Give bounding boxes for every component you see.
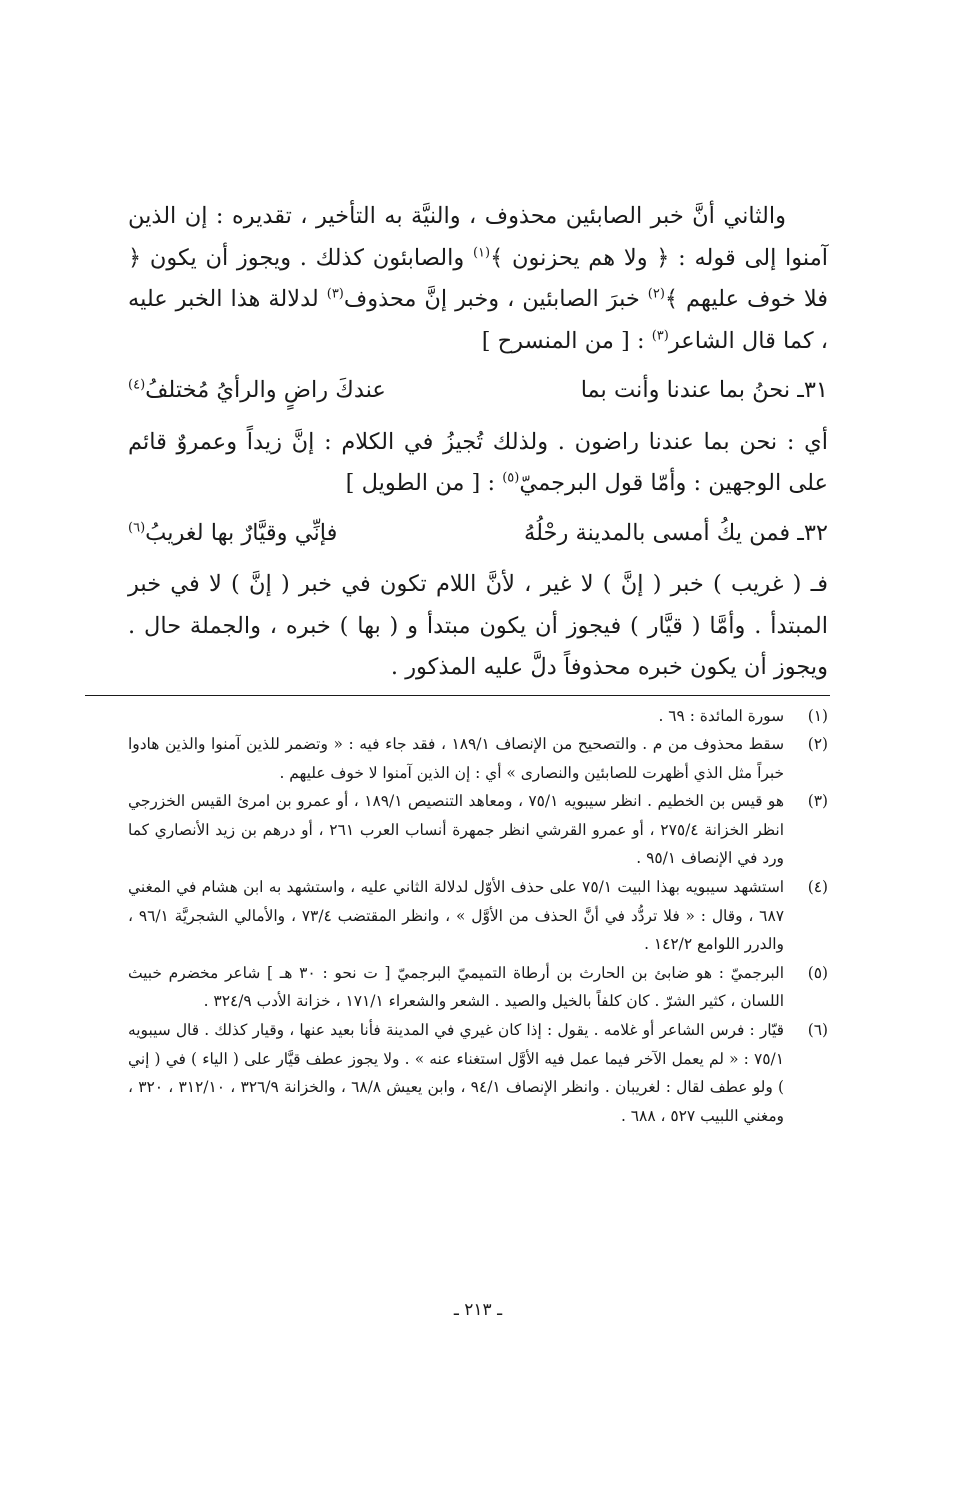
paragraph-1 bbox=[128, 196, 828, 362]
footnote-ref-6: (٦) bbox=[128, 520, 146, 535]
page-number: ـ ٢١٣ ـ bbox=[453, 1300, 503, 1320]
main-text bbox=[128, 196, 828, 689]
paragraph-1-part-a: والثاني أنَّ خبر الصابئين محذوف ، والنيَّة به التأخير ، تقديره : إن الذين آمنوا إلى قوله : ﴿ ولا هم يحزنون ﴾ bbox=[128, 203, 829, 271]
verse-32-first-hemistich: ٣٢ـ فمن يكُ أمسى بالمدينة رحْلُهُ bbox=[524, 519, 828, 546]
footnote-text: سورة المائدة : ٦٩ . bbox=[658, 706, 784, 725]
footnote-ref-4: (٤) bbox=[128, 377, 146, 393]
paragraph-3: فـ ( غريب ) خبر ( إنَّ ) لا غير ، لأنَّ اللام تكون في خبر ( إنَّ ) لا في خبر المبتدأ . وأمَّا ( قيَّار ) فيجوز أن يكون مبتدأ و ( بها ) خبره ، والجملة حال . ويجوز أن يكون خبره محذوفاً دلَّ عليه المذكور . bbox=[128, 571, 828, 680]
footnote-ref-3b: (٣) bbox=[651, 328, 669, 343]
paragraph-2 bbox=[128, 422, 828, 505]
paragraph-1-part-b: والصابئون كذلك . ويجوز أن يكون ﴿ فلا خوف عليهم ﴾ bbox=[128, 244, 829, 312]
footnote-5 bbox=[128, 959, 828, 1016]
paragraph-1-part-e: : [ من المنسرح ] bbox=[481, 327, 652, 354]
paragraph-2-part-b: : [ من الطويل ] bbox=[345, 470, 503, 496]
footnote-text: البرجميّ : هو ضابئ بن الحارث بن أرطاة التميميّ البرجميّ [ ت نحو : ٣٠ هـ ] شاعر مخضرم خبيث اللسان ، كثير الشرّ . كان كلفاً بالخيل والصيد . الشعر والشعراء ١٧١/١ ، خزانة الأدب ٣٢٤/٩ . bbox=[128, 963, 785, 1011]
verse-32 bbox=[128, 513, 828, 555]
verse-31-second-hemistich bbox=[128, 370, 386, 412]
footnote-text: استشهد سيبويه بهذا البيت ٧٥/١ على حذف الأوّل لدلالة الثاني عليه ، واستشهد به ابن هشام في المغني ٦٨٧ ، وقال : « فلا تردُّد في أنَّ الحذف من الأوَّل » ، وانظر المقتضب ٧٣/٤ ، والأمالي الشجريَّة ٩٦/١ ، والدرر اللوامع ١٤٢/٢ . bbox=[128, 878, 784, 954]
footnote-ref-1: (١) bbox=[472, 245, 491, 260]
book-page bbox=[128, 196, 828, 1130]
paragraph-2-part-a: أي : نحن بما عندنا راضون . ولذلك تُجيزُ في الكلام : إنَّ زيداً وعمروٌ قائم على الوجهين : وأمّا قول البرجميّ bbox=[128, 428, 828, 496]
paragraph-1-part-c: خبرَ الصابئين ، وخبر إنَّ محذوف bbox=[343, 286, 648, 312]
footnote-4 bbox=[128, 873, 828, 959]
footnote-1 bbox=[128, 702, 828, 731]
footnote-2 bbox=[128, 730, 828, 787]
footnote-number: (٣) bbox=[807, 792, 828, 811]
footnote-3 bbox=[128, 787, 828, 873]
footnotes bbox=[128, 702, 828, 1131]
footnote-number: (٥) bbox=[807, 963, 828, 982]
paragraph-1-part-d: لدلالة هذا الخبر عليه ، كما قال الشاعر bbox=[128, 286, 828, 354]
footnote-ref-2: (٢) bbox=[647, 286, 665, 302]
footnote-number: (٤) bbox=[807, 878, 828, 897]
footnote-number: (٢) bbox=[807, 735, 828, 754]
footnote-text: قيّار : فرس الشاعر أو غلامه . يقول : إذا كان غيري في المدينة فأنا بعيد عنها ، وقيار كذلك . قال سيبويه ٧٥/١ : « لم يعمل الآخر فيما عمل فيه الأوَّل استغناء عنه » . ولا يجوز عطف قيَّار على ( الياء ) في ( إني ) ولو عطف لقال : لغريبان . وانظر الإنصاف ٩٤/١ ، وابن يعيش ٦٨/٨ ، والخزانة ٣٢٦/٩ ، ٣١٢/١٠ ، ٣٢٠ ، ومغني اللبيب ٥٢٧ ، ٦٨٨ . bbox=[128, 1021, 785, 1125]
footnote-text: سقط محذوف من م . والتصحيح من الإنصاف ١٨٩/١ ، فقد جاء فيه : « وتضمر للذين آمنوا والذين هادوا خبراً مثل الذي أظهرت للصابئين والنصارى » أي : إن الذين آمنوا لا خوف عليهم . bbox=[128, 735, 784, 782]
footnote-separator bbox=[85, 695, 830, 696]
verse-31-first-hemistich: ٣١ـ نحنُ بما عندنا وأنت بما bbox=[580, 377, 828, 403]
footnote-ref-3: (٣) bbox=[326, 286, 344, 302]
footnote-number: (٦) bbox=[807, 1021, 828, 1040]
verse-32-second-hemistich bbox=[128, 513, 337, 555]
footnote-6 bbox=[128, 1016, 828, 1130]
footnote-text: هو قيس بن الخطيم . انظر سيبويه ٧٥/١ ، ومعاهد التنصيص ١٨٩/١ ، أو عمرو بن امرئ القيس الخزرجي انظر الخزانة ٢٧٥/٤ ، أو عمرو القرشي انظر جمهرة أنساب العرب ٢٦١ ، أو درهم بن زيد الأنصاري كما ورد في الإنصاف ٩٥/١ . bbox=[128, 792, 784, 868]
verse-31-second-text: عندكَ راضٍ والرأيُ مُختلفُ bbox=[145, 377, 386, 403]
verse-32-second-text: فإنِّي وقيَّارٌ بها لغريبُ bbox=[145, 519, 338, 546]
footnote-number: (١) bbox=[807, 706, 828, 725]
footnote-ref-5: (٥) bbox=[502, 470, 520, 486]
verse-31 bbox=[128, 370, 828, 412]
